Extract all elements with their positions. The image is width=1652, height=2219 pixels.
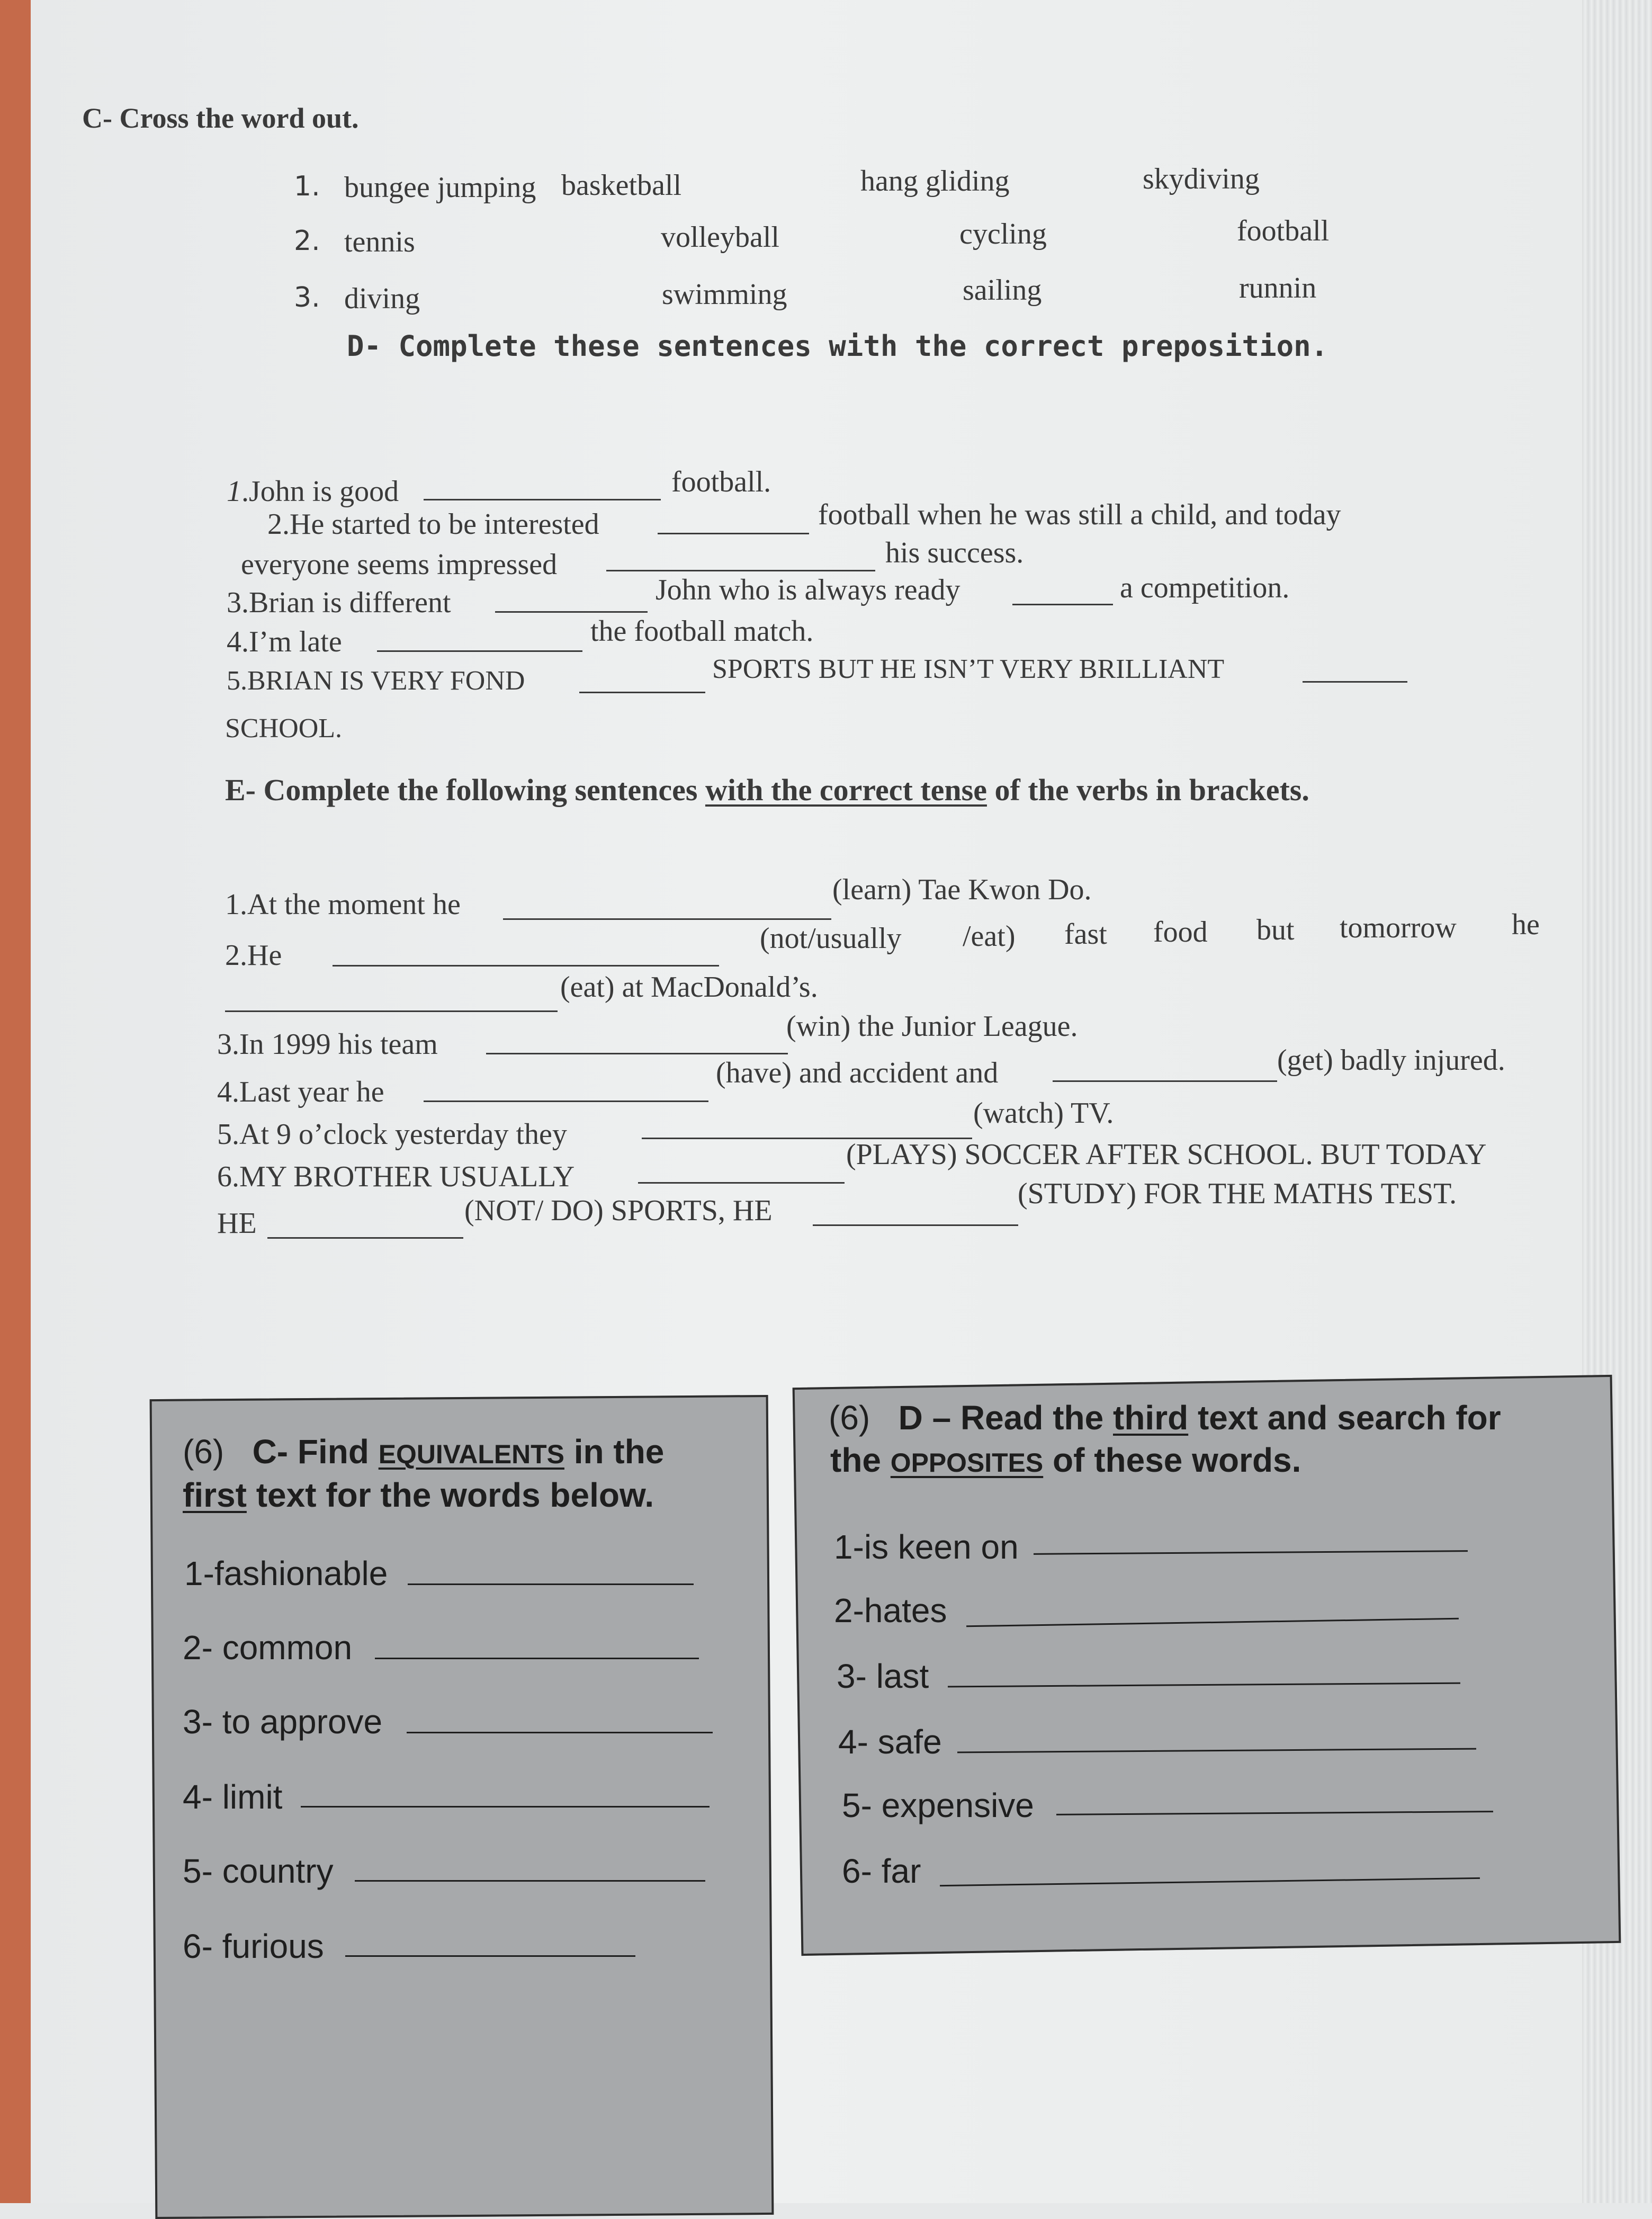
- heading-part: E- Complete the following sentences: [225, 773, 698, 807]
- sentence-text: 1.John is good: [227, 475, 399, 508]
- sentence-text: John who is always ready: [656, 574, 960, 606]
- word-item: 1-fashionable: [184, 1554, 388, 1592]
- sentence-text: he: [1512, 908, 1540, 941]
- word-option: bungee jumping: [344, 171, 536, 204]
- answer-blank[interactable]: [495, 611, 648, 613]
- word-item: 4- limit: [183, 1778, 283, 1816]
- section-c-heading: C- Cross the word out.: [82, 102, 359, 134]
- word-option: tennis: [344, 226, 415, 258]
- answer-blank[interactable]: [424, 499, 661, 500]
- row-number: 2.: [294, 225, 320, 257]
- word-option: football: [1237, 214, 1330, 247]
- sentence-text: football when he was still a child, and today: [818, 498, 1341, 531]
- sentence-text: /eat): [963, 920, 1016, 953]
- answer-blank[interactable]: [408, 1583, 694, 1585]
- answer-blank[interactable]: [1053, 1080, 1277, 1082]
- title-underlined: third: [1113, 1399, 1189, 1437]
- word-option: swimming: [662, 278, 787, 311]
- word-option: runnin: [1239, 272, 1317, 305]
- word-item: 5- country: [183, 1852, 334, 1890]
- word-item: 6- far: [842, 1852, 921, 1890]
- opposites-label: OPPOSITES: [890, 1448, 1044, 1478]
- sentence-text: (get) badly injured.: [1277, 1044, 1505, 1077]
- sentence-text: tomorrow: [1340, 911, 1457, 944]
- word-option: sailing: [963, 274, 1042, 307]
- box-d-subtitle: [830, 1440, 1301, 1480]
- box-c-title: [183, 1432, 664, 1471]
- sentence-text: his success.: [885, 536, 1024, 569]
- answer-blank[interactable]: [1303, 681, 1407, 683]
- sentence-text: the football match.: [590, 615, 814, 648]
- answer-blank[interactable]: [345, 1955, 635, 1957]
- sentence-text: fast: [1064, 918, 1107, 951]
- answer-blank[interactable]: [486, 1053, 788, 1054]
- sentence-text: 6.MY BROTHER USUALLY: [217, 1160, 575, 1193]
- word-option: volleyball: [661, 221, 779, 254]
- sentence-text: (learn) Tae Kwon Do.: [832, 873, 1092, 906]
- answer-blank[interactable]: [1012, 604, 1113, 605]
- answer-blank[interactable]: [267, 1237, 463, 1239]
- word-item: 6- furious: [183, 1927, 324, 1965]
- answer-blank[interactable]: [638, 1182, 845, 1184]
- word-item: 2-hates: [834, 1591, 947, 1630]
- section-e-heading: [225, 772, 1309, 808]
- title-underlined: [891, 1441, 1043, 1479]
- answer-blank[interactable]: [355, 1880, 705, 1882]
- row-number: 1.: [294, 171, 320, 202]
- section-d-heading: D- Complete these sentences with the correct preposition.: [347, 329, 1328, 363]
- box-d-title: [829, 1398, 1501, 1437]
- sentence-text: food: [1153, 916, 1208, 949]
- sentence-text: 2.He started to be interested: [267, 508, 599, 541]
- answer-blank[interactable]: [225, 1010, 558, 1012]
- title-text: D – Read the: [898, 1399, 1104, 1437]
- sentence-text: everyone seems impressed: [241, 548, 558, 581]
- word-option: diving: [344, 282, 420, 315]
- title-underlined: [379, 1433, 564, 1471]
- sentence-text: 4.I’m late: [227, 625, 342, 658]
- word-option: hang gliding: [860, 165, 1010, 198]
- row-number: 3.: [294, 282, 320, 314]
- sentence-text: 5.BRIAN IS VERY FOND: [227, 666, 525, 696]
- word-item: 4- safe: [838, 1723, 942, 1761]
- sentence-text: (eat) at MacDonald’s.: [560, 971, 818, 1004]
- sentence-text: (PLAYS) SOCCER AFTER SCHOOL. BUT TODAY: [846, 1138, 1487, 1171]
- sentence-text: football.: [671, 466, 771, 498]
- sentence-text: 3.Brian is different: [227, 586, 451, 619]
- sentence-text: (NOT/ DO) SPORTS, HE: [464, 1194, 773, 1227]
- sentence-text: (win) the Junior League.: [786, 1010, 1078, 1043]
- title-text: in the: [573, 1433, 665, 1471]
- answer-blank[interactable]: [813, 1224, 1018, 1226]
- sentence-text: but: [1256, 914, 1295, 946]
- title-text: C- Find: [252, 1433, 369, 1471]
- sentence-text: 2.He: [225, 939, 282, 972]
- answer-blank[interactable]: [377, 650, 582, 652]
- heading-part: of the verbs in brackets.: [994, 773, 1309, 807]
- sentence-text: 4.Last year he: [217, 1076, 384, 1108]
- points-label: (6): [183, 1433, 225, 1471]
- word-option: skydiving: [1143, 163, 1260, 195]
- sentence-text: (watch) TV.: [973, 1097, 1114, 1130]
- title-text: the: [830, 1441, 881, 1479]
- sentence-text: 3.In 1999 his team: [217, 1028, 438, 1061]
- sentence-text: 5.At 9 o’clock yesterday they: [217, 1118, 567, 1151]
- word-item: 3- to approve: [183, 1703, 383, 1741]
- title-underlined: first: [183, 1476, 247, 1514]
- points-label: (6): [829, 1399, 870, 1437]
- answer-blank[interactable]: [579, 692, 705, 693]
- answer-blank[interactable]: [606, 570, 875, 571]
- word-item: 5- expensive: [842, 1786, 1034, 1824]
- sentence-text: (not/usually: [760, 922, 902, 955]
- sentence-text: a competition.: [1120, 571, 1290, 604]
- sentence-text: (have) and accident and: [716, 1057, 999, 1089]
- answer-blank[interactable]: [375, 1658, 699, 1659]
- desk-edge: [0, 0, 31, 2203]
- answer-blank[interactable]: [424, 1100, 708, 1102]
- sentence-text: HE: [217, 1207, 257, 1240]
- word-item: 2- common: [183, 1629, 353, 1667]
- sentence-text: SPORTS BUT HE ISN’T VERY BRILLIANT: [712, 654, 1225, 684]
- title-text: text and search for: [1197, 1399, 1501, 1437]
- answer-blank[interactable]: [301, 1806, 710, 1808]
- answer-blank[interactable]: [658, 533, 809, 534]
- answer-blank[interactable]: [407, 1732, 713, 1733]
- heading-underlined: with the correct tense: [705, 773, 987, 807]
- word-item: 3- last: [837, 1657, 929, 1695]
- sentence-text: SCHOOL.: [225, 713, 343, 744]
- equivalents-label: EQUIVALENTS: [378, 1439, 564, 1469]
- title-text: text for the words below.: [256, 1476, 654, 1514]
- sentence-text: (STUDY) FOR THE MATHS TEST.: [1018, 1177, 1457, 1210]
- word-option: cycling: [959, 218, 1047, 250]
- word-option: basketball: [561, 169, 682, 202]
- answer-blank[interactable]: [333, 965, 719, 967]
- word-item: 1-is keen on: [834, 1528, 1019, 1566]
- title-text: of these words.: [1053, 1441, 1301, 1479]
- box-c-subtitle: [183, 1475, 654, 1515]
- answer-blank[interactable]: [503, 918, 831, 920]
- sentence-text: 1.At the moment he: [225, 888, 461, 921]
